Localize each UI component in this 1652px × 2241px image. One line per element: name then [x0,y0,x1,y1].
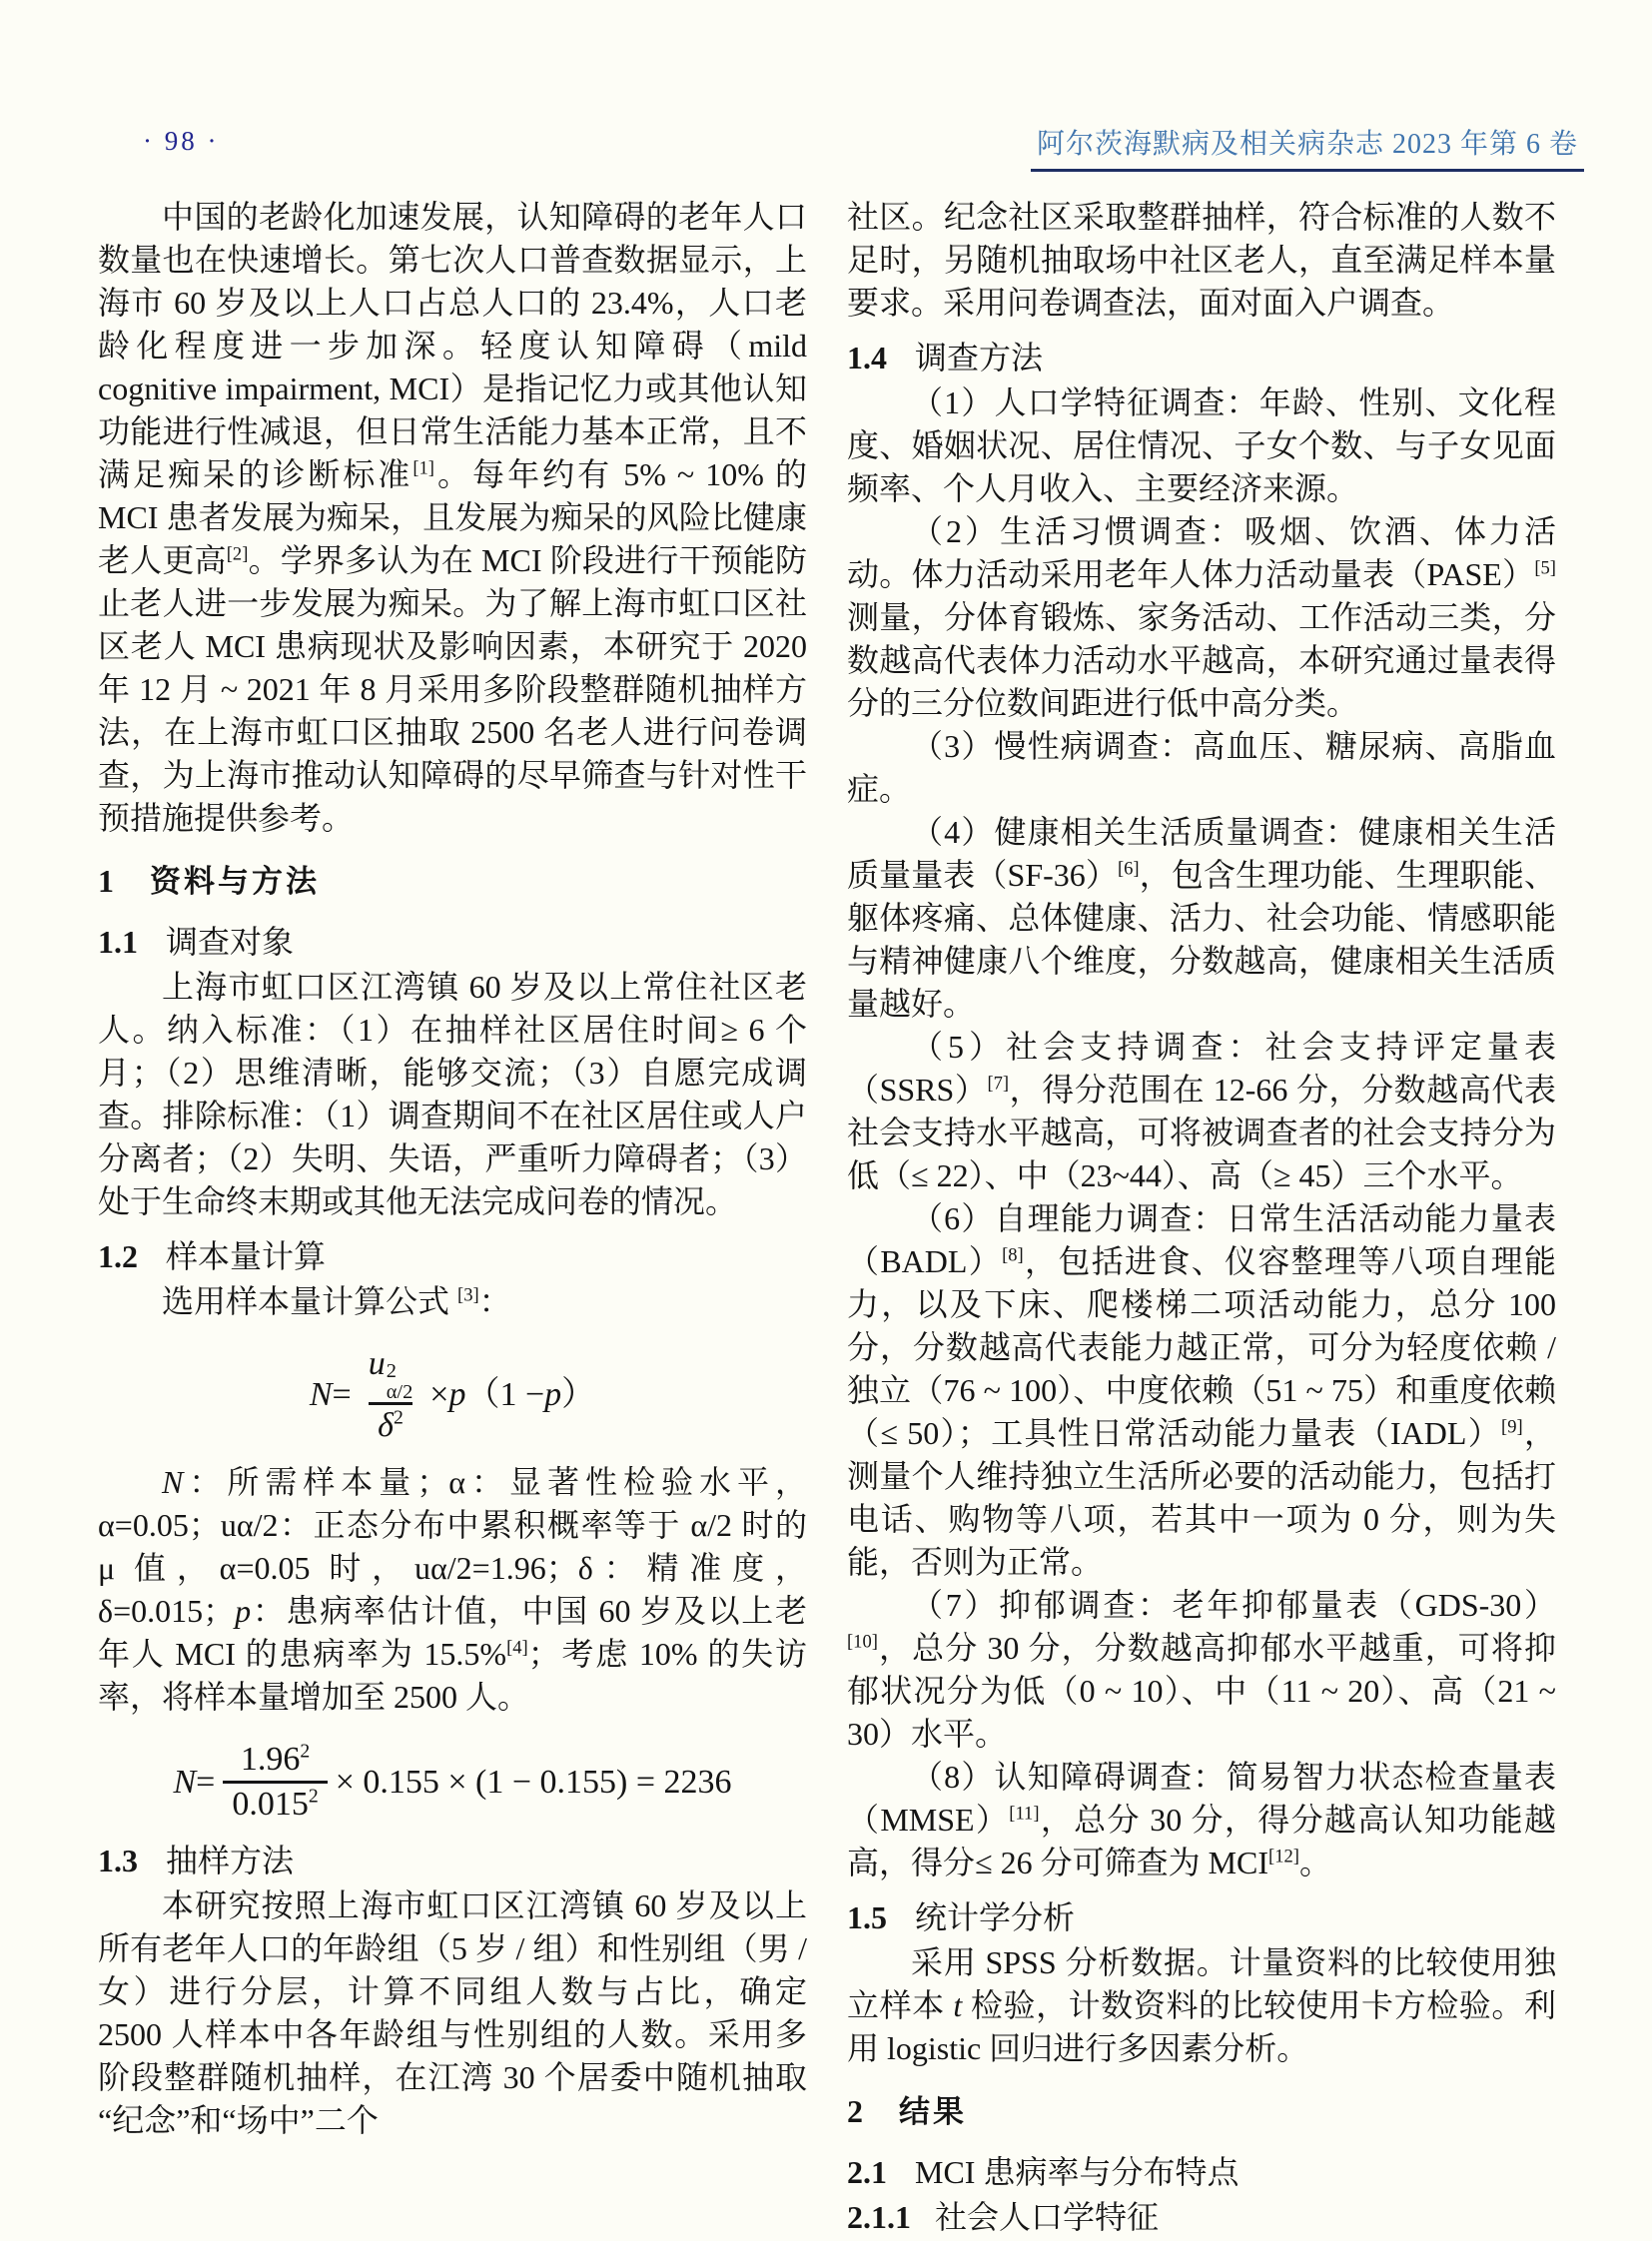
text-segment: （7）抑郁调查：老年抑郁量表（GDS-30） [911,1587,1556,1623]
text-segment: × [429,1376,449,1414]
text-segment: ，总分 30 分，得分越高认知功能越高，得分≤ 26 分可筛查为 MCI [847,1802,1556,1880]
reference-superscript: [7] [987,1073,1010,1095]
sample-size-intro [98,1280,807,1323]
reference-superscript: 2 [393,1406,404,1429]
survey-item-1 [847,381,1556,510]
text-segment: ，包括进食、仪容整理等八项自理能力，以及下床、爬楼梯二项活动能力，总分 100 分，分数越高代表能力越正常，可分为轻度依赖 / 独立（76 ~ 100）、中度依赖（51 ~ 75）和重度依赖（≤ 50）；工具性日常活动能力量表（IADL） [847,1243,1556,1451]
italic-variable: u [368,1345,386,1382]
sample-size-calculation [98,1739,807,1826]
survey-item-3 [847,725,1556,811]
heading-title: 调查方法 [915,340,1044,375]
italic-variable: N [173,1764,197,1802]
survey-item-4 [847,811,1556,1026]
reference-superscript: [8] [1002,1244,1024,1266]
section-2-1-1-heading [847,2196,1556,2239]
reference-superscript: [10] [847,1631,878,1653]
heading-number: 1.5 [847,1899,887,1935]
fraction-denominator [369,1402,413,1447]
section-1-5-heading [847,1896,1556,1939]
section-2-heading [847,2090,1556,2133]
text-segment: ，包含生理功能、生理职能、躯体疼痛、总体健康、活力、社会功能、情感职能与精神健康八个维度，分数越高，健康相关生活质量越好。 [847,857,1556,1022]
text-segment: （5）社会支持调查：社会支持评定量表（SSRS） [847,1029,1556,1108]
italic-variable: N [162,1463,184,1500]
reference-superscript: [4] [506,1637,528,1659]
reference-superscript: [12] [1268,1846,1299,1868]
text-segment: 本研究按照上海市虹口区江湾镇 60 岁及以上所有老年人口的年龄组（5 岁 / 组）和性别组（男 / 女）进行分层，计算不同组人数与占比，确定 2500 人样本中各年龄组与性别组的人数。采用多阶段整群随机抽样，在江湾 30 个居委中随机抽取“纪念”和“场中”二个 [98,1887,807,2139]
fraction-numerator [360,1343,422,1402]
journal-running-title: 阿尔茨海默病及相关病杂志 2023 年第 6 卷 [1031,122,1584,172]
italic-variable: p [448,1376,466,1414]
survey-item-6 [847,1197,1556,1584]
heading-title: 结果 [899,2094,967,2129]
survey-item-8 [847,1756,1556,1884]
heading-number: 1.3 [98,1843,138,1879]
reference-superscript: [9] [1501,1416,1523,1438]
italic-variable: t [953,1987,963,2023]
text-segment: ：所需样本量；α：显著性检验水平，α=0.05；uα/2：正态分布中累积概率等于 α/2 时的 μ 值，α=0.05 时，uα/2=1.96；δ：精准度，δ=0.015； [98,1463,807,1629]
text-segment: × 0.155 × (1 − 0.155) = 2236 [335,1764,732,1802]
text-segment: （8）认知障碍调查：简易智力状态检查量表（MMSE） [847,1759,1556,1838]
text-segment: （2）生活习惯调查：吸烟、饮酒、体力活动。体力活动采用老年人体力活动量表（PASE） [847,513,1556,592]
text-segment: 中国的老龄化加速发展，认知障碍的老年人口数量也在快速增长。第七次人口普查数据显示，上海市 60 岁及以上人口占总人口的 23.4%，人口老龄化程度进一步加深。轻度认知障碍（mild cognitive impairment, MCI）是指记忆力或其他认知功能进行性减退，但日常生活能力基本正常，且不满足痴呆的诊断标准 [98,199,807,492]
text-segment: 检验，计数资料的比较使用卡方检验。利用 logistic 回归进行多因素分析。 [847,1987,1556,2066]
survey-item-7 [847,1584,1556,1756]
text-segment: 采用 SPSS 分析数据。计量资料的比较使用独立样本 [847,1944,1556,2023]
italic-variable: δ [378,1406,394,1444]
formula-expression [173,1739,731,1826]
italic-variable: p [235,1592,252,1629]
sampling-method-paragraph [98,1884,807,2142]
text-segment: 。 [1298,1845,1331,1880]
heading-number: 1.4 [847,340,887,375]
subscript-part: α/2 [386,1381,413,1404]
text-segment: 1.96 [240,1740,301,1778]
heading-number: 2.1.1 [847,2199,911,2235]
heading-number: 2 [847,2093,863,2129]
heading-number: 1 [98,863,114,899]
section-2-1-heading [847,2151,1556,2194]
heading-number: 1.2 [98,1238,138,1274]
text-segment: 0.015 [232,1786,309,1824]
text-segment: ） [561,1376,596,1414]
text-segment: 。学界多认为在 MCI 阶段进行干预能防止老人进一步发展为痴呆。为了解上海市虹口区社区老人 MCI 患病现状及影响因素，本研究于 2020 年 12 月 ~ 2021 年 8 月采用多阶段整群随机抽样方法，在上海市虹口区抽取 2500 名老人进行问卷调查，为上海市推动认知障碍的尽早筛查与针对性干预措施提供参考。 [98,542,807,836]
text-segment: = [332,1376,352,1414]
heading-title: 样本量计算 [166,1238,327,1274]
reference-superscript: [2] [226,543,249,565]
text-segment: 社区。纪念社区采取整群抽样，符合标准的人数不足时，另随机抽取场中社区老人，直至满足样本量要求。采用问卷调查法，面对面入户调查。 [847,199,1556,321]
right-column [847,196,1556,2239]
text-segment: ，得分范围在 12-66 分，分数越高代表社会支持水平越高，可将被调查者的社会支持分为低（≤ 22）、中（23~44）、高（≥ 45）三个水平。 [847,1072,1556,1193]
survey-item-2 [847,510,1556,725]
sampling-continued-paragraph [847,196,1556,325]
italic-variable: p [544,1376,562,1414]
section-1-heading [98,860,807,903]
text-segment: = [196,1764,216,1802]
reference-superscript: [6] [1117,858,1140,880]
text-segment: （3）慢性病调查：高血压、糖尿病、高脂血症。 [847,728,1556,807]
survey-item-5 [847,1026,1556,1197]
fraction-denominator [223,1781,327,1826]
formula-expression [310,1343,595,1447]
heading-title: 社会人口学特征 [935,2199,1160,2235]
text-segment: （4）健康相关生活质量调查：健康相关生活质量量表（SF-36） [847,814,1556,893]
reference-superscript: [5] [1534,557,1556,579]
text-segment: 。每年约有 5% ~ 10% 的 MCI 患者发展为痴呆，且发展为痴呆的风险比健康老人更高 [98,456,807,578]
text-segment: ；考虑 10% 的失访率，将样本量增加至 2500 人。 [98,1635,807,1715]
section-1-4-heading [847,337,1556,379]
page-number: · 98 · [143,126,220,156]
italic-variable: N [309,1376,333,1414]
formula-variables-paragraph [98,1461,807,1719]
superscript-part: 2 [386,1360,397,1382]
fraction-numerator [232,1739,319,1781]
heading-title: 统计学分析 [915,1899,1076,1935]
statistics-paragraph [847,1941,1556,2070]
text-segment: ： [478,1283,511,1319]
text-segment: （1）人口学特征调查：年龄、性别、文化程度、婚姻状况、居住情况、子女个数、与子女见面频率、个人月收入、主要经济来源。 [847,384,1556,506]
section-1-1-heading [98,921,807,964]
text-segment: ：患病率估计值，中国 60 岁及以上老年人 MCI 的患病率为 15.5% [98,1592,807,1672]
fraction [223,1739,327,1826]
reference-superscript: 2 [300,1740,311,1763]
left-column [98,196,807,2239]
heading-title: 抽样方法 [166,1843,295,1879]
fraction [360,1343,422,1447]
reference-superscript: [11] [1009,1803,1040,1825]
heading-title: 调查对象 [166,924,295,960]
section-1-2-heading [98,1235,807,1278]
intro-paragraph [98,196,807,840]
text-segment: 上海市虹口区江湾镇 60 岁及以上常住社区老人。纳入标准：（1）在抽样社区居住时间≥ 6 个月；（2）思维清晰，能够交流；（3）自愿完成调查。排除标准：（1）调查期间不在社区居住或人户分离者；（2）失明、失语，严重听力障碍者；（3）处于生命终末期或其他无法完成问卷的情况。 [98,969,807,1219]
heading-title: MCI 患病率与分布特点 [915,2154,1239,2190]
section-1-3-heading [98,1840,807,1882]
heading-title: 资料与方法 [150,864,320,899]
heading-number: 2.1 [847,2154,887,2190]
reference-superscript: 2 [308,1785,319,1808]
text-segment: ，总分 30 分，分数越高抑郁水平越重，可将抑郁状况分为低（0 ~ 10）、中（11 ~ 20）、高（21 ~ 30）水平。 [847,1630,1556,1752]
study-subjects-paragraph [98,966,807,1223]
reference-superscript: [3] [457,1284,479,1306]
stacked-script [387,1361,413,1404]
text-segment: ，测量个人维持独立生活所必要的活动能力，包括打电话、购物等八项，若其中一项为 0 分，则为失能，否则为正常。 [847,1415,1556,1580]
text-segment: （6）自理能力调查：日常生活活动能力量表（BADL） [847,1200,1556,1279]
text-segment: 选用样本量计算公式 [162,1283,458,1319]
sample-size-formula [98,1343,807,1447]
text-segment: 测量，分体育锻炼、家务活动、工作活动三类，分数越高代表体力活动水平越高，本研究通过量表得分的三分位数间距进行低中高分类。 [847,599,1556,721]
two-column-body [98,196,1556,2239]
heading-number: 1.1 [98,924,138,960]
reference-superscript: [1] [413,457,434,479]
text-segment: （1 − [465,1376,545,1414]
